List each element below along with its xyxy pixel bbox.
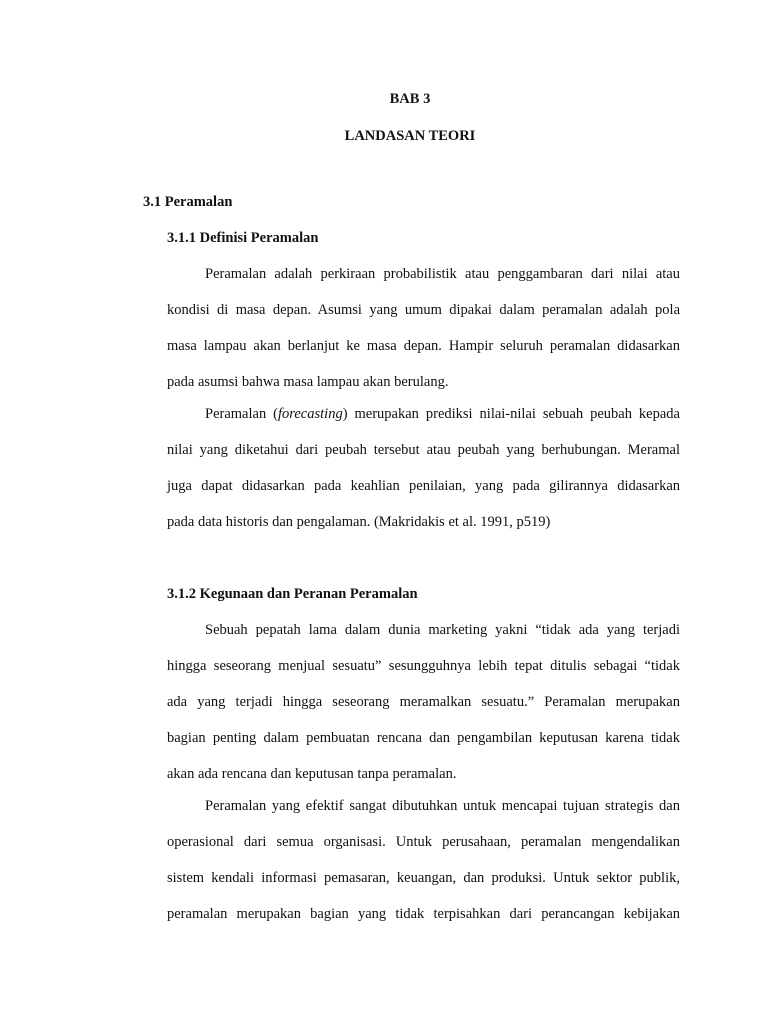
- paragraph-line: bagian penting dalam pembuatan rencana dan pengambilan keputusan karena tidak: [167, 730, 680, 746]
- paragraph-line: [167, 396, 680, 432]
- paragraph-line: akan ada rencana dan keputusan tanpa peramalan.: [167, 766, 457, 782]
- paragraph-text: Peramalan (: [205, 406, 278, 422]
- paragraph-line: pada data historis dan pengalaman. (Makridakis et al. 1991, p519): [167, 514, 551, 530]
- paragraph-definisi-1: [167, 256, 680, 400]
- paragraph-line: operasional dari semua organisasi. Untuk perusahaan, peramalan mengendalikan: [167, 834, 680, 850]
- paragraph-line: Sebuah pepatah lama dalam dunia marketing yakni “tidak ada yang terjadi: [205, 622, 680, 638]
- paragraph-line: nilai yang diketahui dari peubah tersebut atau peubah yang berhubungan. Meramal: [167, 442, 680, 458]
- subsection-heading-3-1-1: 3.1.1 Definisi Peramalan: [167, 230, 319, 246]
- chapter-number: BAB 3: [389, 91, 431, 107]
- section-heading-3-1: 3.1 Peramalan: [143, 194, 233, 210]
- paragraph-line: Peramalan adalah perkiraan probabilistik atau penggambaran dari nilai atau: [205, 266, 680, 282]
- paragraph-line: ada yang terjadi hingga seseorang meramalkan sesuatu.” Peramalan merupakan: [167, 694, 680, 710]
- paragraph-line: masa lampau akan berlanjut ke masa depan. Hampir seluruh peramalan didasarkan: [167, 338, 680, 354]
- paragraph-line: juga dapat didasarkan pada keahlian penilaian, yang pada gilirannya didasarkan: [167, 478, 680, 494]
- paragraph-definisi-2: [167, 396, 680, 540]
- paragraph-kegunaan-2: [167, 788, 680, 932]
- subsection-heading-3-1-2: 3.1.2 Kegunaan dan Peranan Peramalan: [167, 586, 418, 602]
- paragraph-line: kondisi di masa depan. Asumsi yang umum dipakai dalam peramalan adalah pola: [167, 302, 680, 318]
- paragraph-line: Peramalan yang efektif sangat dibutuhkan untuk mencapai tujuan strategis dan: [205, 798, 680, 814]
- paragraph-text: ) merupakan prediksi nilai-nilai sebuah peubah kepada: [342, 406, 680, 422]
- italic-term: forecasting: [277, 406, 343, 422]
- paragraph-line: sistem kendali informasi pemasaran, keuangan, dan produksi. Untuk sektor publik,: [167, 870, 680, 886]
- chapter-title: LANDASAN TEORI: [344, 128, 476, 144]
- paragraph-kegunaan-1: [167, 612, 680, 792]
- paragraph-line: peramalan merupakan bagian yang tidak terpisahkan dari perancangan kebijakan: [167, 906, 680, 922]
- paragraph-line: hingga seseorang menjual sesuatu” sesungguhnya lebih tepat ditulis sebagai “tidak: [167, 658, 680, 674]
- paragraph-line: pada asumsi bahwa masa lampau akan berulang.: [167, 374, 449, 390]
